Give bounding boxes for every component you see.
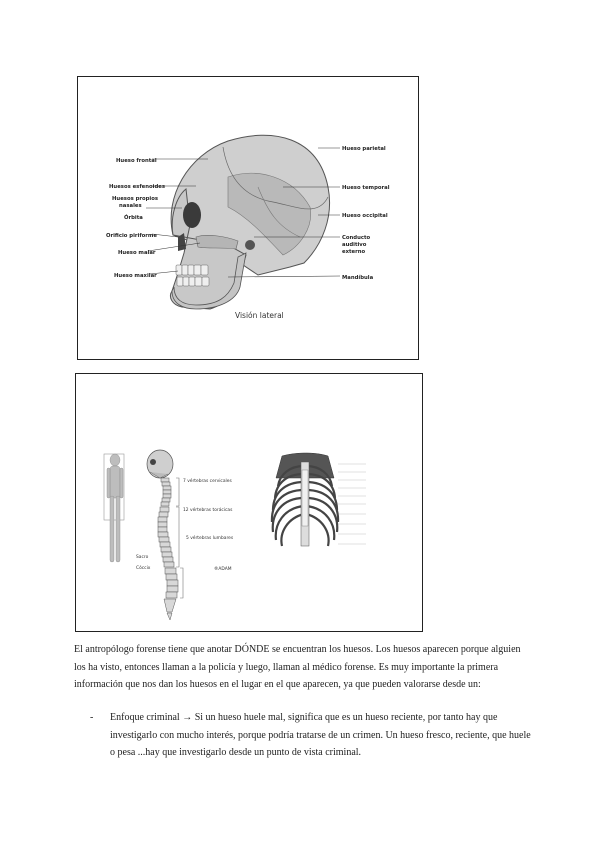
vertebral-column: [158, 478, 178, 620]
intro-paragraph: El antropólogo forense tiene que anotar DÓNDE se encuentran los huesos. Los huesos aparecen porque alguien los ha visto, entonces llaman a la policía y luego, llaman al médico forense. Es muy importante la primera información que nos dan los huesos en el lugar en el que aparecen, ya que pueden valorarse desde un:: [74, 644, 521, 690]
spine-ribcage-illustration: [76, 374, 422, 631]
label-orbita: Órbita: [124, 215, 143, 221]
label-hueso-malar: Hueso malar: [118, 250, 156, 256]
label-hueso-temporal: Hueso temporal: [342, 185, 390, 191]
bullet-text: Enfoque criminal → Si un hueso huele mal, significa que es un hueso reciente, por tanto hay que investigarlo con mucho interés, porque podría tratarse de un crimen. Un hueso fresco, reciente, que huele o pesa ...hay que investigarlo desde un punto de vista criminal.: [110, 712, 531, 758]
human-silhouette: [107, 454, 123, 562]
spine-ribcage-figure: [75, 373, 423, 632]
label-lumbares: 5 vértebras lumbares: [186, 536, 234, 541]
label-hueso-parietal: Hueso parietal: [342, 146, 386, 152]
label-huesos-esfenoides: Huesos esfenoides: [109, 184, 165, 190]
skull-figure: [77, 76, 419, 360]
label-hueso-frontal: Hueso frontal: [116, 158, 157, 164]
label-toracicas: 12 vértebras torácicas: [183, 508, 233, 513]
bullet-list-item: [90, 709, 535, 762]
skull-caption: Visión lateral: [235, 311, 284, 320]
label-nasales: nasales: [119, 203, 142, 209]
label-huesos-propios: Huesos propios: [112, 196, 159, 202]
label-coccix: Cóccix: [136, 566, 151, 571]
bullet-marker: -: [90, 712, 94, 723]
spine-skull: [147, 450, 173, 478]
label-hueso-occipital: Hueso occipital: [342, 213, 388, 219]
label-auditivo: auditivo: [342, 242, 367, 248]
label-externo: externo: [342, 249, 366, 255]
label-sacro: Sacro: [136, 555, 149, 560]
label-cervicales: 7 vértebras cervicales: [183, 479, 232, 484]
skull-illustration: [78, 77, 418, 359]
rib-cage: [272, 453, 338, 546]
label-hueso-maxilar: Hueso maxilar: [114, 273, 157, 279]
label-conducto: Conducto: [342, 235, 371, 241]
label-orificio-piriforme: Orificio piriforme: [106, 233, 157, 239]
label-mandibula: Mandíbula: [342, 275, 374, 281]
adam-brand: ®ADAM: [214, 567, 232, 572]
